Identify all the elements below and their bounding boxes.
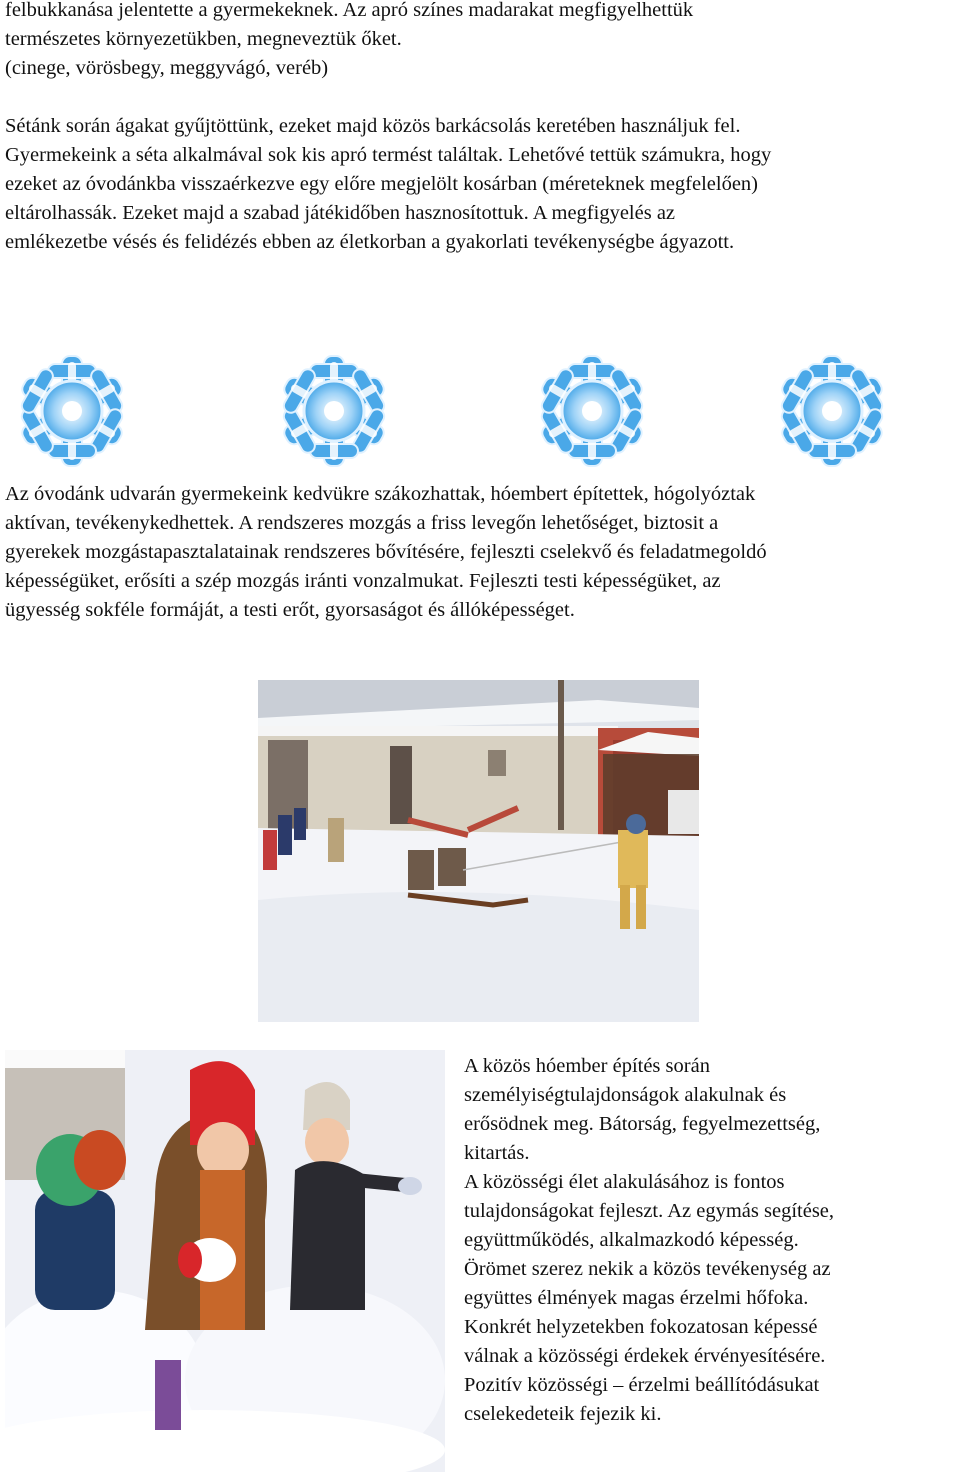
snowflake-divider [0, 348, 960, 474]
snowflake-icon [768, 348, 896, 474]
text-line: válnak a közösségi érdekek érvényesítésére. [464, 1345, 826, 1367]
text-line: eltárolhassák. Ezeket majd a szabad játékidőben hasznosítottuk. A megfigyelés az [5, 202, 676, 224]
text-line: aktívan, tevékenykedhettek. A rendszeres mozgás a friss levegőn lehetőséget, biztosit a [5, 512, 719, 534]
text-line: erősödnek meg. Bátorság, fegyelmezettség, [464, 1113, 821, 1135]
text-line: Gyermekeink a séta alkalmával sok kis apró termést találtak. Lehetővé tettük számukra, hogy [5, 144, 772, 166]
text-line: személyiségtulajdonságok alakulnak és [464, 1084, 787, 1106]
snowflake-icon [270, 348, 398, 474]
text-line: A közösségi élet alakulásához is fontos [464, 1171, 785, 1193]
blank-line [5, 83, 957, 112]
text-line: természetes környezetükben, megneveztük őket. [5, 28, 402, 50]
text-line: Pozitív közösségi – érzelmi beállítódásukat [464, 1374, 820, 1396]
photo-building-snowman [5, 1050, 445, 1472]
text-line: kitartás. [464, 1142, 530, 1164]
text-line: együttműködés, alkalmazkodó képesség. [464, 1229, 799, 1251]
photo-children-sledding [258, 680, 699, 1022]
paragraph-yard-activity [5, 480, 957, 625]
text-line: Örömet szerez nekik a közös tevékenység az [464, 1258, 831, 1280]
paragraph-snowman-benefits [464, 1052, 954, 1429]
text-line: képességüket, erősíti a szép mozgás iránti vonzalmukat. Fejleszti testi képességüket, az [5, 570, 721, 592]
text-line: Az óvodánk udvarán gyermekeink kedvükre szákozhattak, hóembert építettek, hógolyóztak [5, 483, 756, 505]
text-line: A közös hóember építés során [464, 1055, 710, 1077]
text-line: emlékezetbe vésés és felidézés ebben az életkorban a gyakorlati tevékenységbe ágyazott. [5, 231, 735, 253]
paragraph-birds-walk [5, 0, 957, 257]
text-line: tulajdonságokat fejleszt. Az egymás segítése, [464, 1200, 835, 1222]
text-line: Sétánk során ágakat gyűjtöttünk, ezeket majd közös barkácsolás keretében használjuk fel. [5, 115, 741, 137]
snowflake-icon [8, 348, 136, 474]
text-line: (cinege, vörösbegy, meggyvágó, veréb) [5, 57, 329, 79]
text-line: gyerekek mozgástapasztalatainak rendszeres bővítésére, fejleszti cselekvő és feladatmegoldó [5, 541, 767, 563]
text-line: cselekedeteik fejezik ki. [464, 1403, 662, 1425]
text-line: ezeket az óvodánkba visszaérkezve egy előre megjelölt kosárban (méreteknek megfelelően) [5, 173, 759, 195]
snowflake-icon [528, 348, 656, 474]
text-line: együttes élmények magas érzelmi hőfoka. [464, 1287, 809, 1309]
text-line: felbukkanása jelentette a gyermekeknek. Az apró színes madarakat megfigyelhettük [5, 0, 694, 21]
text-line: Konkrét helyzetekben fokozatosan képessé [464, 1316, 818, 1338]
text-line: ügyesség sokféle formáját, a testi erőt, gyorsaságot és állóképességet. [5, 599, 575, 621]
